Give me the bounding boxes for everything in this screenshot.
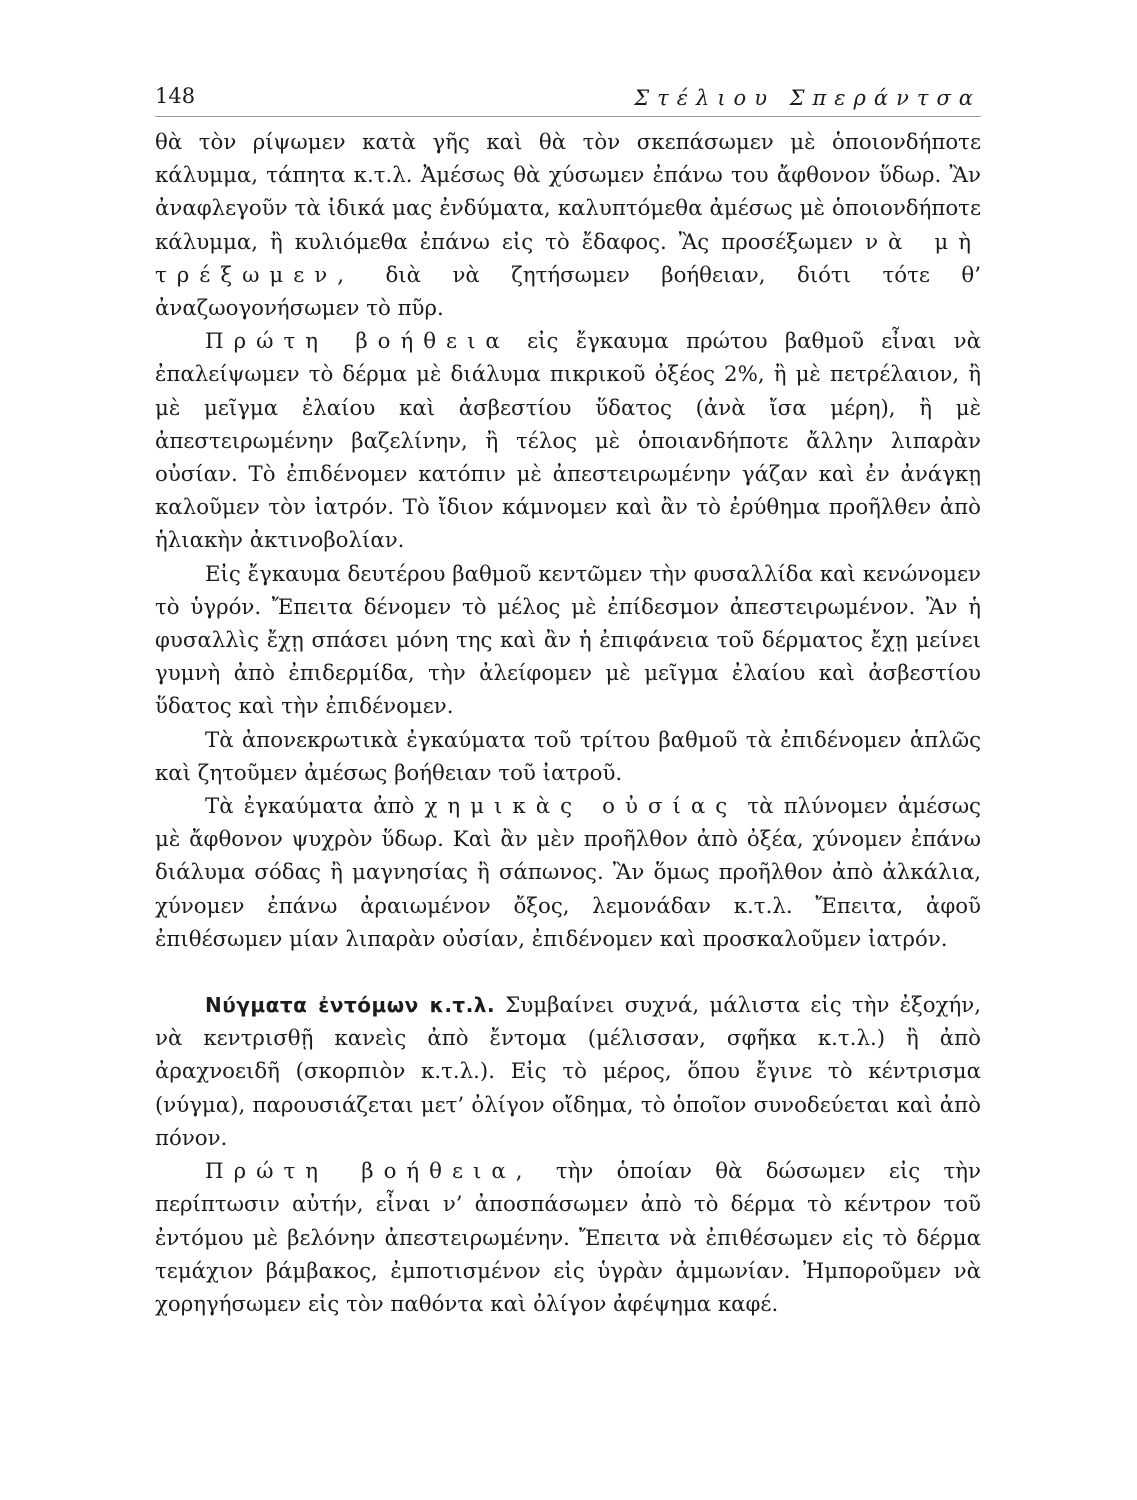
paragraph-text: Τὰ ἀπονεκρωτικὰ ἐγκαύματα τοῦ τρίτου βαθμοῦ τὰ ἐπιδένομεν ἁπλῶς καὶ ζητοῦμεν ἀμέσως βοήθειαν τοῦ ἰατροῦ.: [155, 727, 981, 786]
emphasis-spaced: Πρώτη βοήθεια: [205, 329, 510, 355]
paragraph-first-aid-burns: [155, 325, 981, 557]
paragraph-insect-stings: [155, 989, 981, 1155]
paragraph-text: διὰ νὰ ζητήσωμεν βοήθειαν, διότι τότε θ’ ἀναζωογονήσωμεν τὸ πῦρ.: [155, 262, 981, 322]
section-heading: Νύγματα ἐντόμων κ.τ.λ.: [205, 993, 496, 1018]
paragraph-fire: [155, 126, 981, 325]
page-header: [155, 80, 981, 117]
paragraph-sting-first-aid: [155, 1155, 981, 1321]
page-number: 148: [155, 84, 196, 108]
emphasis-spaced: Πρώτη βοήθεια,: [205, 1159, 533, 1185]
paragraph-text: εἰς ἔγκαυμα πρώτου βαθμοῦ εἶναι νὰ ἐπαλείψωμεν τὸ δέρμα μὲ διάλυμα πικρικοῦ ὀξέος 2%, ἢ μὲ πετρέλαιον, ἢ μὲ μεῖγμα ἐλαίου καὶ ἀσβεστίου ὕδατος (ἀνὰ ἴσα μέρη), ἢ μὲ ἀπεστειρωμένην βαζελίνην, ἢ τέλος μὲ ὁποιανδήποτε ἄλλην λιπαρὰν οὐσίαν. Τὸ ἐπιδένομεν κατόπιν μὲ ἀπεστειρωμένην γάζαν καὶ ἐν ἀνάγκῃ καλοῦμεν τὸν ἰατρόν. Τὸ ἴδιον κάμνομεν καὶ ἂν τὸ ἐρύθημα προῆλθεν ἀπὸ ἡλιακὴν ἀκτινοβολίαν.: [155, 329, 981, 554]
paragraph-chemical-burns: [155, 790, 981, 956]
emphasis-spaced: νὰ μὴ τρέξωμεν,: [155, 229, 981, 288]
paragraph-text: τὰ πλύνομεν ἀμέσως μὲ ἄφθονον ψυχρὸν ὕδωρ. Καὶ ἂν μὲν προῆλθον ἀπὸ ὀξέα, χύνομεν ἐπάνω διάλυμα σόδας ἢ μαγνησίας ἢ σάπωνος. Ἂν ὅμως προῆλθον ἀπὸ ἀλκάλια, χύνομεν ἐπάνω ἀραιωμένον ὄξος, λεμονάδαν κ.τ.λ. Ἔπειτα, ἀφοῦ ἐπιθέσωμεν μίαν λιπαρὰν οὐσίαν, ἐπιδένομεν καὶ προσκαλοῦμεν ἰατρόν.: [155, 794, 981, 952]
paragraph-third-degree: [155, 724, 981, 790]
paragraph-text: Συμβαίνει συχνά, μάλιστα εἰς τὴν ἐξοχήν, νὰ κεντρισθῇ κανεὶς ἀπὸ ἔντομα (μέλισσαν, σφῆκα κ.τ.λ.) ἢ ἀπὸ ἀραχνοειδῆ (σκορπιὸν κ.τ.λ.). Εἰς τὸ μέρος, ὅπου ἔγινε τὸ κέντρισμα (νύγμα), παρουσιάζεται μετ’ ὀλίγον οἴδημα, τὸ ὁποῖον συνοδεύεται καὶ ἀπὸ πόνον.: [155, 993, 981, 1151]
paragraph-text: τὴν ὁποίαν θὰ δώσωμεν εἰς τὴν περίπτωσιν αὐτήν, εἶναι ν’ ἀποσπάσωμεν ἀπὸ τὸ δέρμα τὸ κέντρον τοῦ ἐντόμου μὲ βελόνην ἀπεστειρωμένην. Ἔπειτα νὰ ἐπιθέσωμεν εἰς τὸ δέρμα τεμάχιον βάμβακος, ἐμποτισμένον εἰς ὑγρὰν ἀμμωνίαν. Ἠμποροῦμεν νὰ χορηγήσωμεν εἰς τὸν παθόντα καὶ ὀλίγον ἀφέψημα καφέ.: [155, 1159, 981, 1317]
paragraph-text: Εἰς ἔγκαυμα δευτέρου βαθμοῦ κεντῶμεν τὴν φυσαλλίδα καὶ κενώνομεν τὸ ὑγρόν. Ἔπειτα δένομεν τὸ μέλος μὲ ἐπίδεσμον ἀπεστειρωμένον. Ἂν ἡ φυσαλλὶς ἔχῃ σπάσει μόνη της καὶ ἂν ἡ ἐπιφάνεια τοῦ δέρματος ἔχῃ μείνει γυμνὴ ἀπὸ ἐπιδερμίδα, τὴν ἀλείφομεν μὲ μεῖγμα ἐλαίου καὶ ἀσβεστίου ὕδατος καὶ τὴν ἐπιδένομεν.: [155, 561, 981, 720]
body-text: [155, 126, 981, 1321]
running-title: Στέλιου Σπεράντσα: [634, 86, 981, 110]
paragraph-text: Τὰ ἐγκαύματα ἀπὸ: [205, 794, 415, 820]
emphasis-spaced: χημικὰς οὐσίας: [424, 794, 738, 820]
paragraph-second-degree: [155, 558, 981, 724]
paragraph-text: θὰ τὸν ρίψωμεν κατὰ γῆς καὶ θὰ τὸν σκεπάσωμεν μὲ ὁποιονδήποτε κάλυμμα, τάπητα κ.τ.λ. Ἀμέσως θὰ χύσωμεν ἐπάνω του ἄφθονον ὕδωρ. Ἂν ἀναφλεγοῦν τὰ ἰδικά μας ἐνδύματα, καλυπτόμεθα ἀμέσως μὲ ὁποιονδήποτε κάλυμμα, ἢ κυλιόμεθα ἐπάνω εἰς τὸ ἔδαφος. Ἂς προσέξωμεν: [155, 130, 981, 255]
